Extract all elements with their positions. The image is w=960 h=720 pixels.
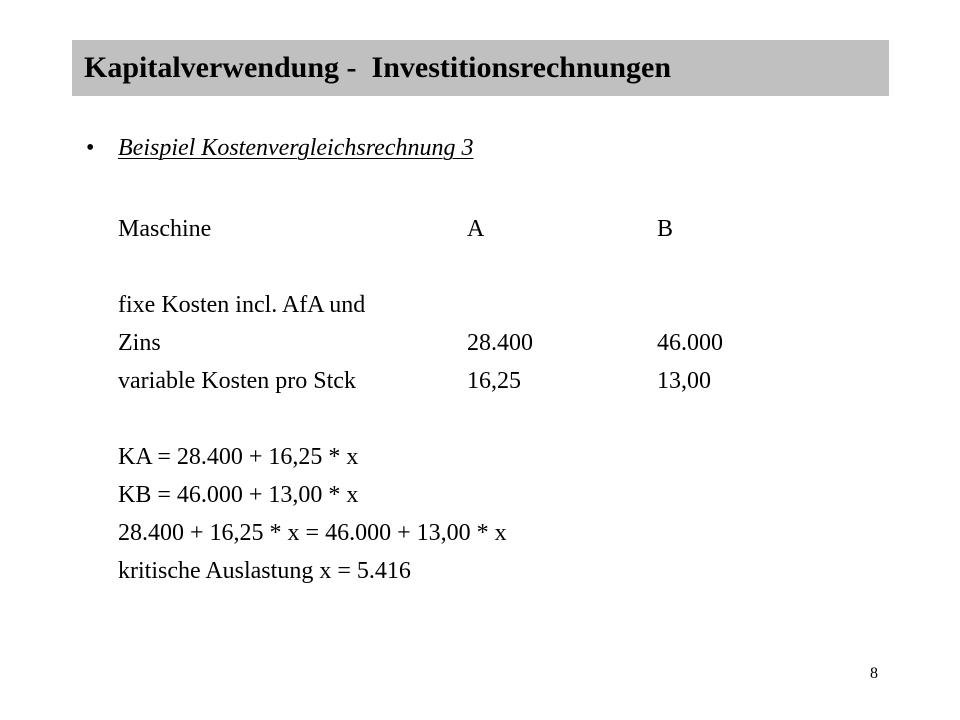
title-bar bbox=[72, 40, 889, 96]
bullet-point: • bbox=[86, 135, 95, 161]
fixed-cost-label-line1: fixe Kosten incl. AfA und bbox=[118, 292, 366, 318]
variable-cost-label: variable Kosten pro Stck bbox=[118, 368, 356, 394]
fixed-cost-label: Zins bbox=[118, 330, 161, 356]
table-header-label: Maschine bbox=[118, 216, 212, 242]
equation-kb: KB = 46.000 + 13,00 * x bbox=[118, 482, 359, 508]
critical-utilization: kritische Auslastung x = 5.416 bbox=[118, 558, 411, 584]
page-number: 8 bbox=[870, 665, 878, 682]
slide-title: Kapitalverwendung - Investitionsrechnungen bbox=[84, 51, 672, 84]
equation-ka: KA = 28.400 + 16,25 * x bbox=[118, 444, 359, 470]
fixed-cost-b: 46.000 bbox=[657, 330, 723, 356]
variable-cost-a: 16,25 bbox=[467, 368, 521, 394]
fixed-cost-a: 28.400 bbox=[467, 330, 533, 356]
table-header-b: B bbox=[657, 216, 674, 242]
example-heading: Beispiel Kostenvergleichsrechnung 3 bbox=[118, 135, 474, 161]
equation-equality: 28.400 + 16,25 * x = 46.000 + 13,00 * x bbox=[118, 520, 507, 546]
table-header-a: A bbox=[467, 216, 485, 242]
variable-cost-b: 13,00 bbox=[657, 368, 711, 394]
